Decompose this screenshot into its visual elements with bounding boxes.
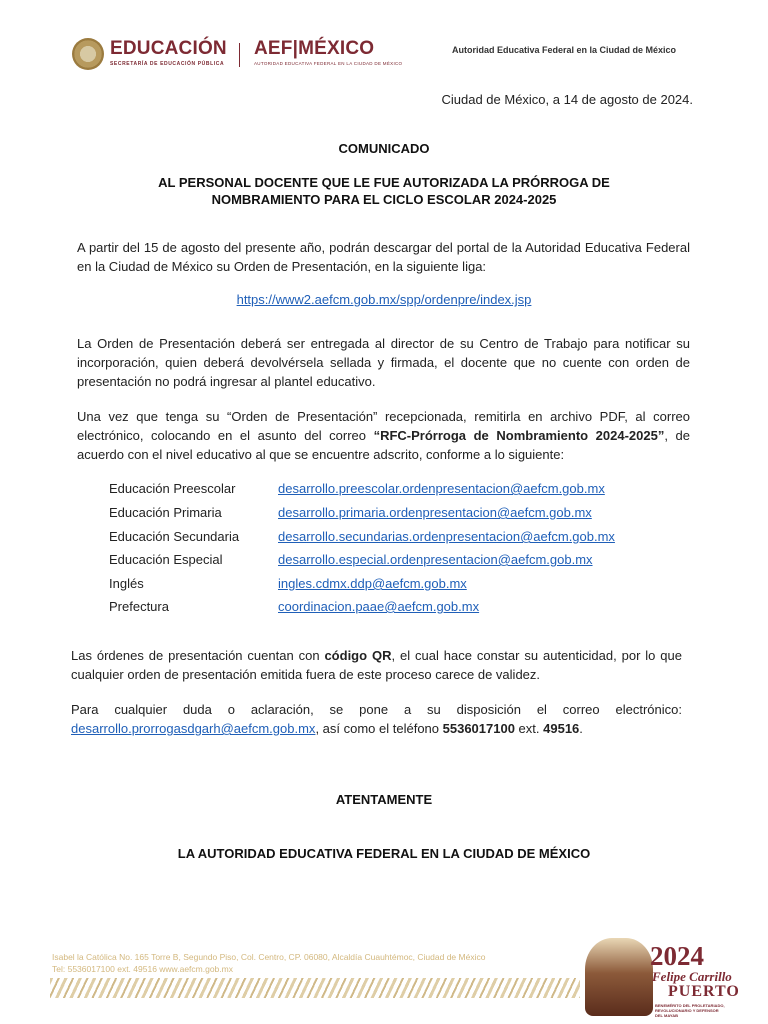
support-extension: 49516 bbox=[543, 721, 580, 736]
contact-email-link[interactable]: desarrollo.preescolar.ordenpresentacion@aefcm.gob.mx bbox=[278, 481, 605, 496]
aef-logo-title: AEF|MÉXICO bbox=[254, 38, 375, 59]
para3-text-c: , de acuerdo con el nivel educativo al que se encuentre adscrito, conforme a lo siguiente: bbox=[77, 428, 690, 462]
contact-level: Educación Primaria bbox=[109, 505, 222, 520]
footer-tagline: BENEMÉRITO DEL PROLETARIADO, REVOLUCIONARIO Y DEFENSOR DEL MAYAB bbox=[655, 1003, 725, 1018]
support-phone: 5536017100 bbox=[442, 721, 515, 736]
year-2024-logo: 2024 bbox=[650, 941, 704, 971]
support-email-link[interactable]: desarrollo.prorrogasdgarh@aefcm.gob.mx bbox=[71, 721, 316, 736]
document-subtitle-line2: NOMBRAMIENTO PARA EL CICLO ESCOLAR 2024-2025 bbox=[211, 192, 557, 207]
paragraph-contact-info bbox=[71, 700, 682, 738]
document-title: COMUNICADO bbox=[338, 141, 430, 156]
paragraph-download-notice: A partir del 15 de agosto del presente año, podrán descargar del portal de la Autoridad Educativa Federal en la Ciudad de México su Orden de Presentación, en la siguiente liga: bbox=[77, 240, 690, 274]
contact-level: Educación Preescolar bbox=[109, 481, 236, 496]
contact-level: Inglés bbox=[109, 576, 144, 591]
contact-level: Educación Especial bbox=[109, 552, 223, 567]
closing-atentamente: ATENTAMENTE bbox=[335, 792, 433, 807]
para4-text-c: , el cual hace constar su autenticidad, por lo que cualquier orden de presentación emitida fuera de este proceso carece de validez. bbox=[71, 648, 682, 682]
contact-email-link[interactable]: coordinacion.paae@aefcm.gob.mx bbox=[278, 599, 480, 614]
document-subtitle-line1: AL PERSONAL DOCENTE QUE LE FUE AUTORIZADA LA PRÓRROGA DE bbox=[158, 175, 610, 190]
puerto-name: PUERTO bbox=[668, 983, 740, 1000]
paragraph-delivery-instructions: La Orden de Presentación deberá ser entregada al director de su Centro de Trabajo para notificar su incorporación, quien deberá devolvérsela sellada y firmada, el docente que no cuente con orden de presentación no podrá ingresar al plantel educativo. bbox=[77, 336, 690, 389]
contact-email-link[interactable]: ingles.cdmx.ddp@aefcm.gob.mx bbox=[278, 576, 467, 591]
portal-link[interactable]: https://www2.aefcm.gob.mx/spp/ordenpre/index.jsp bbox=[236, 292, 532, 307]
sep-logo-subtitle: SECRETARÍA DE EDUCACIÓN PÚBLICA bbox=[110, 61, 225, 67]
para5-text-c: ext. bbox=[514, 721, 544, 736]
email-subject-bold: “RFC-Prórroga de Nombramiento 2024-2025” bbox=[373, 428, 665, 443]
paragraph-email-instructions bbox=[77, 407, 690, 464]
signature-authority: LA AUTORIDAD EDUCATIVA FEDERAL EN LA CIUDAD DE MÉXICO bbox=[177, 846, 591, 861]
logo-divider bbox=[239, 43, 240, 67]
contact-level: Educación Secundaria bbox=[109, 529, 240, 544]
sep-logo-title: EDUCACIÓN bbox=[110, 38, 227, 59]
footer-address: Isabel la Católica No. 165 Torre B, Segundo Piso, Col. Centro, CP. 06080, Alcaldía Cuauhtémoc, Ciudad de México bbox=[52, 952, 486, 962]
contact-email-link[interactable]: desarrollo.secundarias.ordenpresentacion@aefcm.gob.mx bbox=[278, 529, 615, 544]
contact-email-link[interactable]: desarrollo.primaria.ordenpresentacion@aefcm.gob.mx bbox=[278, 505, 592, 520]
header-authority-name: Autoridad Educativa Federal en la Ciudad de México bbox=[452, 45, 677, 55]
portal-link-container bbox=[0, 292, 768, 307]
qr-code-bold: código QR bbox=[324, 648, 392, 663]
felipe-carrillo-portrait bbox=[585, 938, 653, 1016]
document-date: Ciudad de México, a 14 de agosto de 2024. bbox=[441, 92, 693, 107]
national-seal-logo bbox=[72, 38, 104, 70]
para5-text-d: . bbox=[579, 721, 583, 736]
paragraph-qr-validity bbox=[71, 646, 682, 684]
para3-text-a: Una vez que tenga su “Orden de Presentación” recepcionada, remitirla en archivo PDF, al correo electrónico, colocando en el asunto del correo bbox=[77, 409, 690, 443]
felipe-carrillo-name: Felipe Carrillo bbox=[652, 969, 732, 984]
para5-text-b: , así como el teléfono bbox=[315, 721, 443, 736]
contact-level: Prefectura bbox=[109, 599, 169, 614]
contact-email-link[interactable]: desarrollo.especial.ordenpresentacion@aefcm.gob.mx bbox=[278, 552, 593, 567]
para5-text-a: Para cualquier duda o aclaración, se pone a su disposición el correo electrónico: bbox=[71, 702, 682, 717]
aef-logo-subtitle: AUTORIDAD EDUCATIVA FEDERAL EN LA CIUDAD DE MÉXICO bbox=[254, 61, 403, 66]
footer-contact: Tel: 5536017100 ext. 49516 www.aefcm.gob.mx bbox=[52, 964, 233, 974]
footer-decorative-pattern bbox=[50, 978, 580, 998]
para4-text-a: Las órdenes de presentación cuentan con bbox=[71, 648, 325, 663]
